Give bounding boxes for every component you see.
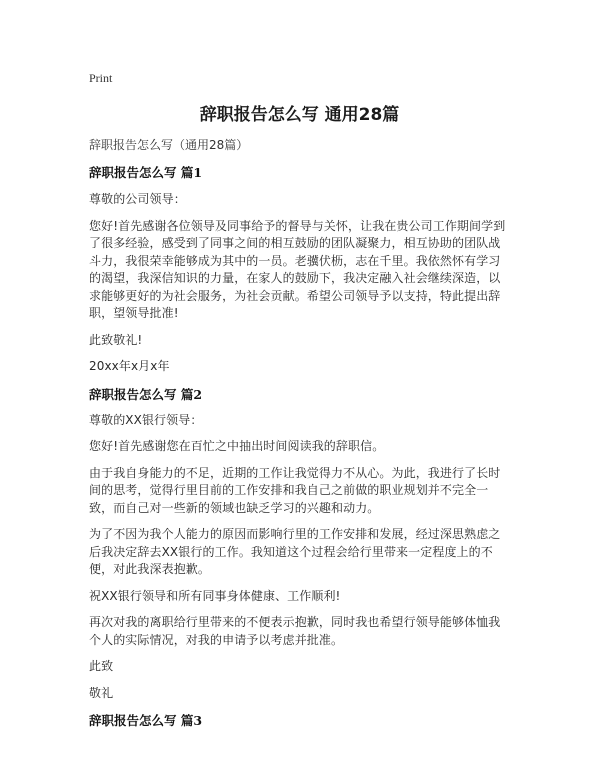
closing: 此致 xyxy=(89,659,114,673)
section-heading-2: 辞职报告怎么写 篇2 xyxy=(89,386,203,402)
body-paragraph: 您好!首先感谢您在百忙之中抽出时间阅读我的辞职信。 xyxy=(89,439,385,453)
section-heading-1: 辞职报告怎么写 篇1 xyxy=(89,165,203,180)
body-paragraph: 由于我自身能力的不足，近期的工作让我觉得力不从心。为此，我进行了长时间的思考，觉得行里目前的工作安排和我自己之前做的职业规划并不完全一致，而自己对一些新的领域也缺乏学习的兴趣和动力。 xyxy=(89,465,501,515)
section-heading-3: 辞职报告怎么写 篇3 xyxy=(89,713,203,728)
print-label[interactable]: Print xyxy=(89,71,113,85)
body-paragraph: 再次对我的离职给行里带来的不便表示抱歉，同时我也希望行领导能够体恤我个人的实际情况，对我的申请予以考虑并批准。 xyxy=(89,615,501,647)
document-title: 辞职报告怎么写 通用28篇 xyxy=(199,105,400,125)
body-paragraph: 您好!首先感谢各位领导及同事给予的督导与关怀，让我在贵公司工作期间学到了很多经验，感受到了同事之间的相互鼓励的团队凝聚力，相互协助的团队战斗力，我很荣幸能够成为其中的一员。老骥伏枥，志在千里。我依然怀有学习的渴望，我深信知识的力量，在家人的鼓励下，我决定融入社会继续深造，以求能够更好的为社会服务，为社会贡献。希望公司领导予以支持，特此提出辞职，望领导批准! xyxy=(89,218,506,320)
salutation: 尊敬的XX银行领导： xyxy=(89,412,203,427)
date-line: 20xx年x月x年 xyxy=(89,359,170,373)
body-paragraph: 为了不因为我个人能力的原因而影响行里的工作安排和发展，经过深思熟虑之后我决定辞去XX银行的工作。我知道这个过程会给行里带来一定程度上的不便，对此我深表抱歉。 xyxy=(89,527,501,576)
salutation: 尊敬的公司领导： xyxy=(89,192,186,206)
document-subtitle: 辞职报告怎么写（通用28篇） xyxy=(89,138,249,152)
closing: 敬礼 xyxy=(89,685,114,700)
body-paragraph: 祝XX银行领导和所有同事身体健康、工作顺利! xyxy=(89,588,341,603)
closing: 此致敬礼! xyxy=(89,332,143,347)
